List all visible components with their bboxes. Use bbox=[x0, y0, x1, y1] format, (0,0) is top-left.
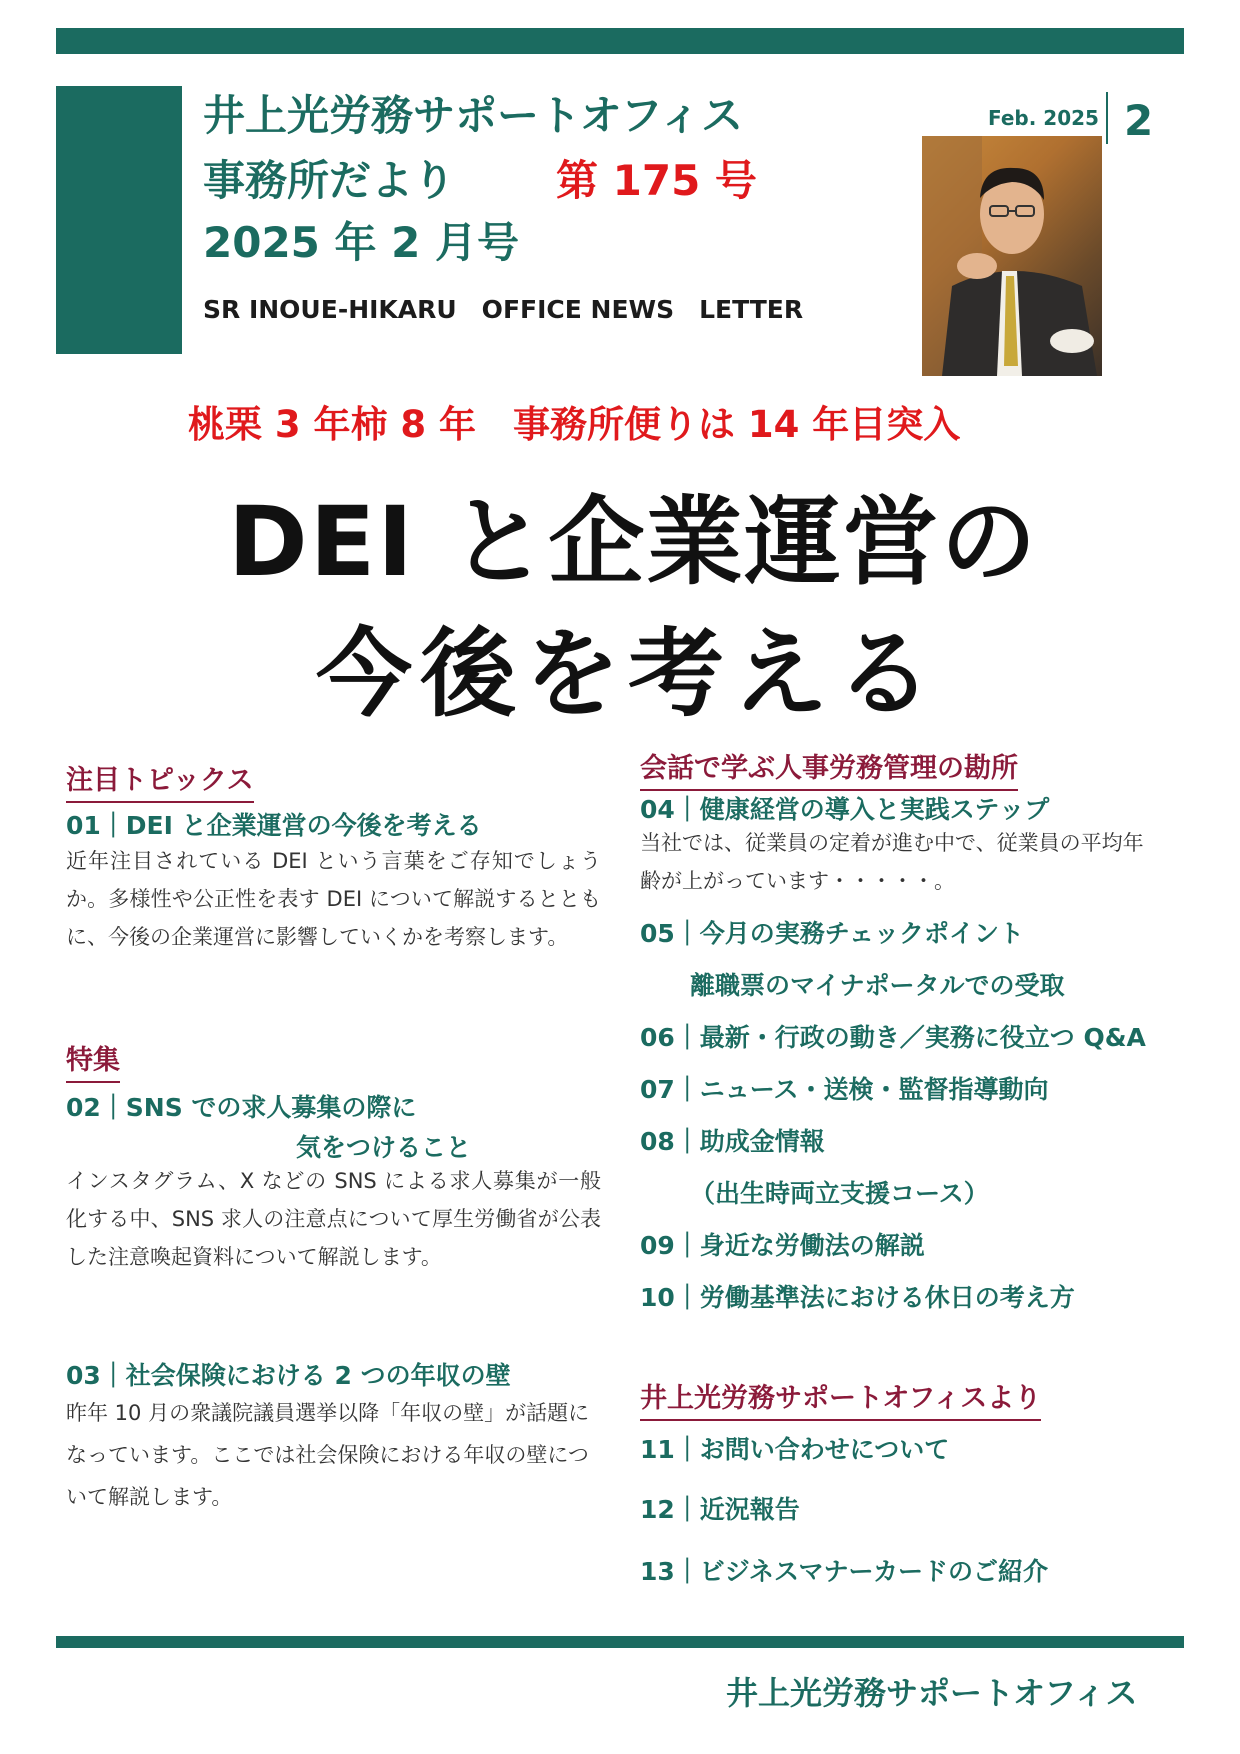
item-11-title[interactable]: 11｜お問い合わせについて bbox=[640, 1435, 950, 1464]
section-heading-topics: 注目トピックス bbox=[66, 758, 254, 803]
section-heading-feature: 特集 bbox=[66, 1038, 120, 1083]
tagline: 桃栗 3 年柿 8 年 事務所便りは 14 年目突入 bbox=[188, 403, 961, 446]
office-name: 井上光労務サポートオフィス bbox=[203, 91, 744, 140]
item-03-body: 昨年 10 月の衆議院議員選挙以降「年収の壁」が話題になっています。ここでは社会保険における年収の壁について解説します。 bbox=[66, 1401, 590, 1509]
item-13-title[interactable]: 13｜ビジネスマナーカードのご紹介 bbox=[640, 1557, 1049, 1586]
item-07-title[interactable]: 07｜ニュース・送検・監督指導動向 bbox=[640, 1075, 1049, 1104]
page-month-number: 2 bbox=[1124, 96, 1154, 145]
bottom-rule bbox=[56, 1636, 1184, 1648]
item-02-body: インスタグラム、X などの SNS による求人募集が一般化する中、SNS 求人の注意点について厚生労働省が公表した注意喚起資料について解説します。 bbox=[66, 1169, 601, 1269]
footer-office-name: 井上光労務サポートオフィス bbox=[726, 1674, 1138, 1712]
newsletter-name: 事務所だより bbox=[203, 156, 456, 205]
item-02-title-cont[interactable]: 気をつけること bbox=[296, 1133, 472, 1162]
issue-number: 第 175 号 bbox=[556, 156, 757, 205]
issue-month: 2025 年 2 月号 bbox=[203, 218, 519, 267]
section-heading-office: 井上光労務サポートオフィスより bbox=[640, 1376, 1041, 1421]
date-divider bbox=[1106, 92, 1108, 144]
issue-date: Feb. 2025 bbox=[988, 106, 1099, 130]
portrait-photo bbox=[922, 136, 1102, 376]
section-heading-conversation: 会話で学ぶ人事労務管理の勘所 bbox=[640, 746, 1018, 791]
item-09-title[interactable]: 09｜身近な労働法の解説 bbox=[640, 1231, 925, 1260]
item-08-subtitle[interactable]: （出生時両立支援コース） bbox=[690, 1179, 989, 1208]
item-01-body: 近年注目されている DEI という言葉をご存知でしょうか。多様性や公正性を表す DEI について解説するとともに、今後の企業運営に影響していくかを考察します。 bbox=[66, 849, 601, 949]
item-10-title[interactable]: 10｜労働基準法における休日の考え方 bbox=[640, 1283, 1075, 1312]
person-illustration bbox=[922, 136, 1102, 376]
item-04-body: 当社では、従業員の定着が進む中で、従業員の平均年齢が上がっています・・・・・。 bbox=[640, 831, 1144, 893]
item-06-title[interactable]: 06｜最新・行政の動き／実務に役立つ Q&A bbox=[640, 1023, 1146, 1052]
item-05-subtitle[interactable]: 離職票のマイナポータルでの受取 bbox=[690, 971, 1065, 1000]
item-03-title[interactable]: 03｜社会保険における 2 つの年収の壁 bbox=[66, 1361, 511, 1390]
item-08-title[interactable]: 08｜助成金情報 bbox=[640, 1127, 825, 1156]
top-rule bbox=[56, 28, 1184, 54]
item-04-title[interactable]: 04｜健康経営の導入と実践ステップ bbox=[640, 795, 1050, 824]
item-02-title[interactable]: 02｜SNS での求人募集の際に bbox=[66, 1093, 417, 1122]
item-01-title[interactable]: 01｜DEI と企業運営の今後を考える bbox=[66, 811, 482, 840]
english-title: SR INOUE-HIKARU OFFICE NEWS LETTER bbox=[203, 295, 804, 324]
item-12-title[interactable]: 12｜近況報告 bbox=[640, 1495, 800, 1524]
item-05-title[interactable]: 05｜今月の実務チェックポイント bbox=[640, 919, 1025, 948]
header-accent-block bbox=[56, 86, 182, 354]
headline-line-2: 今後を考える bbox=[316, 618, 940, 730]
headline-line-1: DEI と企業運営の bbox=[228, 486, 1039, 598]
